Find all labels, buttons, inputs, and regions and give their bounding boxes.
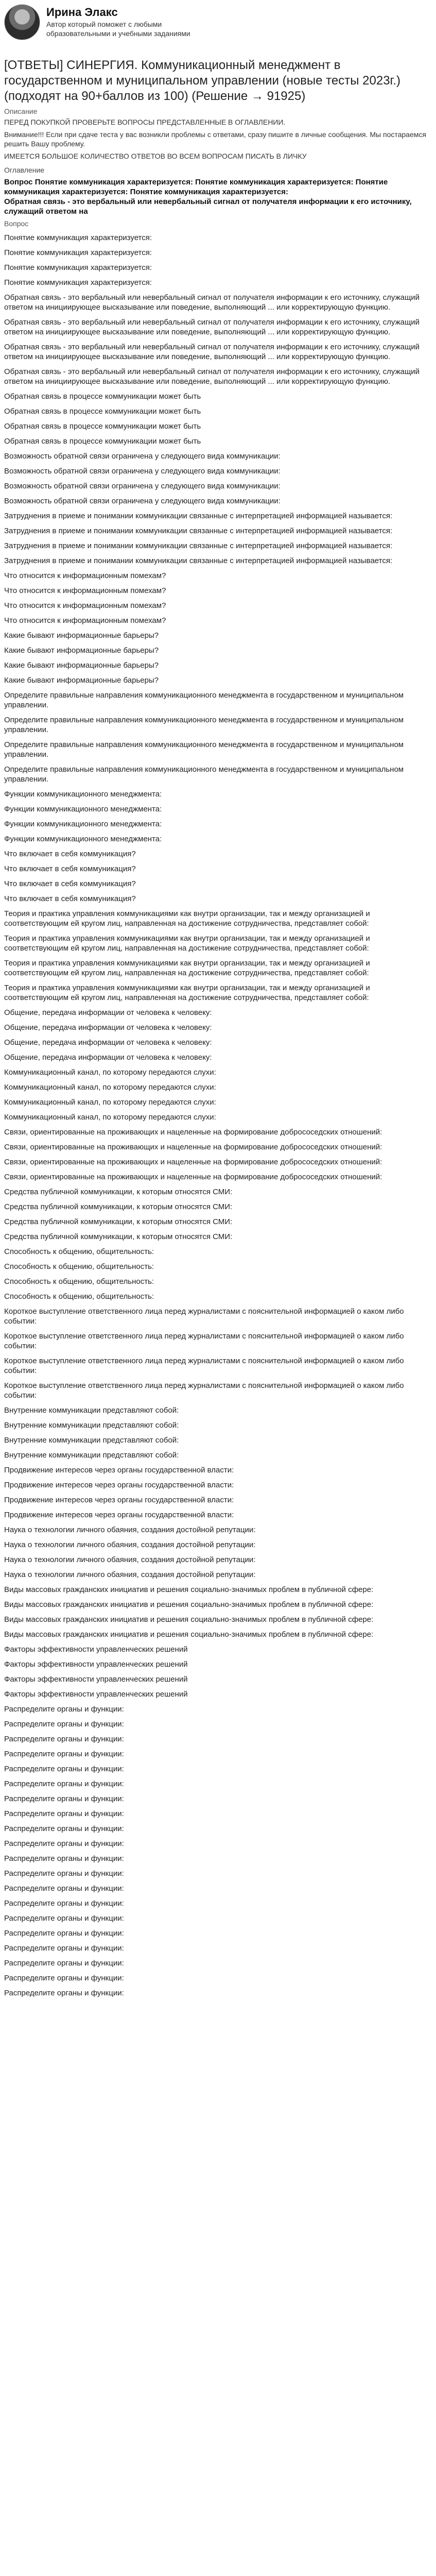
question-item: Продвижение интересов через органы государственной власти: bbox=[4, 1496, 234, 1504]
question-item: Понятие коммуникация характеризуется: bbox=[4, 263, 152, 272]
question-item: Распределите органы и функции: bbox=[4, 1929, 124, 1938]
question-item: Короткое выступление ответственного лица перед журналистами с пояснительной информацией о каком либо событии: bbox=[4, 1332, 404, 1350]
question-item: Внутренние коммуникации представляют собой: bbox=[4, 1451, 179, 1460]
question-item: Теория и практика управления коммуникациями как внутри организации, так и между организацией и соответствующим ей кругом лиц, направленная на достижение сотрудничества, представляет собой: bbox=[4, 959, 370, 977]
questions-label: Вопрос bbox=[4, 219, 29, 228]
question-item: Понятие коммуникация характеризуется: bbox=[4, 248, 152, 257]
question-item: Обратная связь - это вербальный или невербальный сигнал от получателя информации к его источнику, служащий ответом на инициирующее высказывание или поведение, выполняющий ... или корректирующую функцию. bbox=[4, 318, 420, 336]
question-item: Внутренние коммуникации представляют собой: bbox=[4, 1421, 179, 1430]
question-item: Способность к общению, общительность: bbox=[4, 1292, 154, 1301]
question-item: Связи, ориентированные на проживающих и нацеленные на формирование добрососедских отношений: bbox=[4, 1143, 382, 1151]
question-item: Способность к общению, общительность: bbox=[4, 1247, 154, 1256]
questions-list bbox=[4, 233, 432, 1998]
question-item: Понятие коммуникация характеризуется: bbox=[4, 233, 152, 242]
question-item: Внутренние коммуникации представляют собой: bbox=[4, 1436, 179, 1445]
question-item: Общение, передача информации от человека к человеку: bbox=[4, 1008, 212, 1017]
question-item: Средства публичной коммуникации, к которым относятся СМИ: bbox=[4, 1232, 233, 1241]
question-item: Средства публичной коммуникации, к которым относятся СМИ: bbox=[4, 1217, 233, 1226]
question-item: Обратная связь в процессе коммуникации может быть bbox=[4, 392, 201, 401]
question-item: Обратная связь в процессе коммуникации может быть bbox=[4, 407, 201, 416]
question-item: Наука о технологии личного обаяния, создания достойной репутации: bbox=[4, 1570, 256, 1579]
question-item: Факторы эффективности управленческих решений bbox=[4, 1660, 188, 1669]
question-item: Распределите органы и функции: bbox=[4, 1914, 124, 1923]
question-item: Что относится к информационным помехам? bbox=[4, 571, 166, 580]
question-item: Возможность обратной связи ограничена у следующего вида коммуникации: bbox=[4, 452, 281, 461]
question-item: Наука о технологии личного обаяния, создания достойной репутации: bbox=[4, 1555, 256, 1564]
question-item: Факторы эффективности управленческих решений bbox=[4, 1675, 188, 1684]
question-item: Связи, ориентированные на проживающих и нацеленные на формирование добрососедских отношений: bbox=[4, 1128, 382, 1137]
question-item: Коммуникационный канал, по которому передаются слухи: bbox=[4, 1083, 216, 1092]
question-item: Способность к общению, общительность: bbox=[4, 1277, 154, 1286]
description-block bbox=[4, 117, 432, 161]
question-item: Что относится к информационным помехам? bbox=[4, 616, 166, 625]
question-item: Коммуникационный канал, по которому передаются слухи: bbox=[4, 1098, 216, 1107]
question-item: Общение, передача информации от человека к человеку: bbox=[4, 1053, 212, 1062]
toc-item: Вопрос Понятие коммуникация характеризуется: Понятие коммуникация характеризуется: Понятие коммуникация характеризуется: Понятие коммуникация характеризуется: bbox=[4, 178, 388, 196]
question-item: Затруднения в приеме и понимании коммуникации связанные с интерпретацией информацией называется: bbox=[4, 512, 393, 520]
question-item: Распределите органы и функции: bbox=[4, 1899, 124, 1908]
question-item: Коммуникационный канал, по которому передаются слухи: bbox=[4, 1113, 216, 1122]
question-item: Обратная связь - это вербальный или невербальный сигнал от получателя информации к его источнику, служащий ответом на инициирующее высказывание или поведение, выполняющий ... или корректирующую функцию. bbox=[4, 343, 420, 361]
question-item: Распределите органы и функции: bbox=[4, 1720, 124, 1728]
question-item: Продвижение интересов через органы государственной власти: bbox=[4, 1466, 234, 1475]
question-item: Функции коммуникационного менеджмента: bbox=[4, 835, 162, 843]
question-item: Понятие коммуникация характеризуется: bbox=[4, 278, 152, 287]
question-item: Что включает в себя коммуникация? bbox=[4, 894, 136, 903]
question-item: Внутренние коммуникации представляют собой: bbox=[4, 1406, 179, 1415]
question-item: Определите правильные направления коммуникационного менеджмента в государственном и муниципальном управлении. bbox=[4, 691, 404, 709]
question-item: Связи, ориентированные на проживающих и нацеленные на формирование добрососедских отношений: bbox=[4, 1158, 382, 1166]
author-avatar[interactable] bbox=[4, 4, 40, 40]
question-item: Распределите органы и функции: bbox=[4, 1809, 124, 1818]
question-item: Определите правильные направления коммуникационного менеджмента в государственном и муниципальном управлении. bbox=[4, 740, 404, 759]
question-item: Обратная связь - это вербальный или невербальный сигнал от получателя информации к его источнику, служащий ответом на инициирующее высказывание или поведение, выполняющий ... или корректирующую функцию. bbox=[4, 367, 420, 386]
question-item: Коммуникационный канал, по которому передаются слухи: bbox=[4, 1068, 216, 1077]
description-line: Внимание!!! Если при сдаче теста у вас возникли проблемы с ответами, сразу пишите в личные сообщения. Мы постараемся решить Вашу проблему. bbox=[4, 130, 426, 148]
question-item: Определите правильные направления коммуникационного менеджмента в государственном и муниципальном управлении. bbox=[4, 765, 404, 784]
question-item: Виды массовых гражданских инициатив и решения социально-значимых проблем в публичной сфере: bbox=[4, 1630, 374, 1639]
question-item: Какие бывают информационные барьеры? bbox=[4, 676, 159, 685]
question-item: Средства публичной коммуникации, к которым относятся СМИ: bbox=[4, 1202, 233, 1211]
question-item: Распределите органы и функции: bbox=[4, 1884, 124, 1893]
question-item: Связи, ориентированные на проживающих и нацеленные на формирование добрососедских отношений: bbox=[4, 1173, 382, 1181]
question-item: Распределите органы и функции: bbox=[4, 1750, 124, 1758]
question-item: Распределите органы и функции: bbox=[4, 1824, 124, 1833]
question-item: Распределите органы и функции: bbox=[4, 1765, 124, 1773]
question-item: Наука о технологии личного обаяния, создания достойной репутации: bbox=[4, 1526, 256, 1534]
question-item: Что относится к информационным помехам? bbox=[4, 586, 166, 595]
question-item: Затруднения в приеме и понимании коммуникации связанные с интерпретацией информацией называется: bbox=[4, 541, 393, 550]
question-item: Определите правильные направления коммуникационного менеджмента в государственном и муниципальном управлении. bbox=[4, 716, 404, 734]
question-item: Распределите органы и функции: bbox=[4, 1780, 124, 1788]
question-item: Распределите органы и функции: bbox=[4, 1974, 124, 1982]
question-item: Виды массовых гражданских инициатив и решения социально-значимых проблем в публичной сфере: bbox=[4, 1615, 374, 1624]
question-item: Возможность обратной связи ограничена у следующего вида коммуникации: bbox=[4, 497, 281, 505]
table-of-contents bbox=[4, 177, 432, 216]
question-item: Какие бывают информационные барьеры? bbox=[4, 631, 159, 640]
question-item: Распределите органы и функции: bbox=[4, 1869, 124, 1878]
question-item: Факторы эффективности управленческих решений bbox=[4, 1645, 188, 1654]
question-item: Обратная связь - это вербальный или невербальный сигнал от получателя информации к его источнику, служащий ответом на инициирующее высказывание или поведение, выполняющий ... или корректирующую функцию. bbox=[4, 293, 420, 312]
question-item: Короткое выступление ответственного лица перед журналистами с пояснительной информацией о каком либо событии: bbox=[4, 1357, 404, 1375]
toc-label: Оглавление bbox=[4, 166, 45, 174]
question-item: Продвижение интересов через органы государственной власти: bbox=[4, 1511, 234, 1519]
question-item: Общение, передача информации от человека к человеку: bbox=[4, 1038, 212, 1047]
question-item: Что относится к информационным помехам? bbox=[4, 601, 166, 610]
question-item: Обратная связь в процессе коммуникации может быть bbox=[4, 422, 201, 431]
question-item: Какие бывают информационные барьеры? bbox=[4, 661, 159, 670]
question-item: Распределите органы и функции: bbox=[4, 1989, 124, 1997]
author-name[interactable]: Ирина Элакс bbox=[46, 6, 118, 19]
author-card bbox=[4, 4, 432, 58]
question-item: Распределите органы и функции: bbox=[4, 1854, 124, 1863]
author-info bbox=[46, 4, 190, 38]
question-item: Затруднения в приеме и понимании коммуникации связанные с интерпретацией информацией называется: bbox=[4, 556, 393, 565]
question-item: Виды массовых гражданских инициатив и решения социально-значимых проблем в публичной сфере: bbox=[4, 1600, 374, 1609]
question-item: Средства публичной коммуникации, к которым относятся СМИ: bbox=[4, 1188, 233, 1196]
question-item: Возможность обратной связи ограничена у следующего вида коммуникации: bbox=[4, 467, 281, 476]
question-item: Наука о технологии личного обаяния, создания достойной репутации: bbox=[4, 1540, 256, 1549]
question-item: Распределите органы и функции: bbox=[4, 1959, 124, 1968]
question-item: Общение, передача информации от человека к человеку: bbox=[4, 1023, 212, 1032]
question-item: Распределите органы и функции: bbox=[4, 1705, 124, 1714]
question-item: Короткое выступление ответственного лица перед журналистами с пояснительной информацией о каком либо событии: bbox=[4, 1381, 404, 1400]
question-item: Теория и практика управления коммуникациями как внутри организации, так и между организацией и соответствующим ей кругом лиц, направленная на достижение сотрудничества, представляет собой: bbox=[4, 909, 370, 928]
question-item: Что включает в себя коммуникация? bbox=[4, 879, 136, 888]
question-item: Затруднения в приеме и понимании коммуникации связанные с интерпретацией информацией называется: bbox=[4, 527, 393, 535]
description-line: ПЕРЕД ПОКУПКОЙ ПРОВЕРЬТЕ ВОПРОСЫ ПРЕДСТАВЛЕННЫЕ В ОГЛАВЛЕНИИ. bbox=[4, 118, 286, 126]
question-item: Распределите органы и функции: bbox=[4, 1944, 124, 1953]
document-title: [ОТВЕТЫ] СИНЕРГИЯ. Коммуникационный менеджмент в государственном и муниципальном управлении (новые тесты 2023г.) (подходят на 90+баллов из 100) (Решение → 91925) bbox=[4, 58, 401, 103]
author-description: Автор который поможет с любыми образовательными и учебными заданиями bbox=[46, 20, 190, 38]
question-item: Что включает в себя коммуникация? bbox=[4, 850, 136, 858]
question-item: Распределите органы и функции: bbox=[4, 1794, 124, 1803]
description-label: Описание bbox=[4, 107, 38, 115]
question-item: Функции коммуникационного менеджмента: bbox=[4, 805, 162, 814]
description-line: ИМЕЕТСЯ БОЛЬШОЕ КОЛИЧЕСТВО ОТВЕТОВ ВО ВСЕМ ВОПРОСАМ ПИСАТЬ В ЛИЧКУ bbox=[4, 152, 307, 160]
question-item: Виды массовых гражданских инициатив и решения социально-значимых проблем в публичной сфере: bbox=[4, 1585, 374, 1594]
question-item: Продвижение интересов через органы государственной власти: bbox=[4, 1481, 234, 1489]
question-item: Короткое выступление ответственного лица перед журналистами с пояснительной информацией о каком либо событии: bbox=[4, 1307, 404, 1326]
question-item: Функции коммуникационного менеджмента: bbox=[4, 790, 162, 799]
question-item: Способность к общению, общительность: bbox=[4, 1262, 154, 1271]
question-item: Факторы эффективности управленческих решений bbox=[4, 1690, 188, 1699]
question-item: Распределите органы и функции: bbox=[4, 1735, 124, 1743]
toc-item: Обратная связь - это вербальный или невербальный сигнал от получателя информации к его источнику, служащий ответом на bbox=[4, 197, 412, 216]
question-item: Теория и практика управления коммуникациями как внутри организации, так и между организацией и соответствующим ей кругом лиц, направленная на достижение сотрудничества, представляет собой: bbox=[4, 934, 370, 953]
question-item: Какие бывают информационные барьеры? bbox=[4, 646, 159, 655]
question-item: Возможность обратной связи ограничена у следующего вида коммуникации: bbox=[4, 482, 281, 490]
question-item: Теория и практика управления коммуникациями как внутри организации, так и между организацией и соответствующим ей кругом лиц, направленная на достижение сотрудничества, представляет собой: bbox=[4, 984, 370, 1002]
question-item: Что включает в себя коммуникация? bbox=[4, 865, 136, 873]
question-item: Функции коммуникационного менеджмента: bbox=[4, 820, 162, 828]
question-item: Обратная связь в процессе коммуникации может быть bbox=[4, 437, 201, 446]
question-item: Распределите органы и функции: bbox=[4, 1839, 124, 1848]
